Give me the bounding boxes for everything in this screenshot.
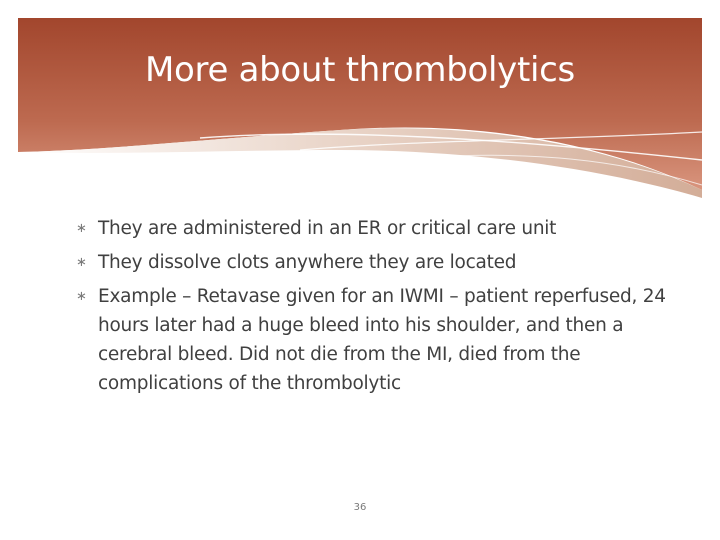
bullet-item bbox=[76, 248, 676, 277]
asterisk-bullet-icon: ∗ bbox=[76, 255, 87, 270]
slide-title: More about thrombolytics bbox=[145, 50, 575, 90]
bullet-list bbox=[76, 214, 676, 398]
page-number: 36 bbox=[353, 502, 367, 513]
bullet-text: They dissolve clots anywhere they are located bbox=[98, 252, 517, 273]
bullet-item bbox=[76, 214, 676, 243]
bullet-text: Example – Retavase given for an IWMI – patient reperfused, 24 hours later had a huge bleed into his shoulder, and then a cerebral bleed. Did not die from the MI, died from the complications of the thrombolytic bbox=[98, 286, 666, 394]
header-banner bbox=[0, 0, 720, 210]
bullet-item bbox=[76, 282, 676, 398]
asterisk-bullet-icon: ∗ bbox=[76, 289, 87, 304]
asterisk-bullet-icon: ∗ bbox=[76, 221, 87, 236]
bullet-text: They are administered in an ER or critical care unit bbox=[98, 218, 557, 239]
